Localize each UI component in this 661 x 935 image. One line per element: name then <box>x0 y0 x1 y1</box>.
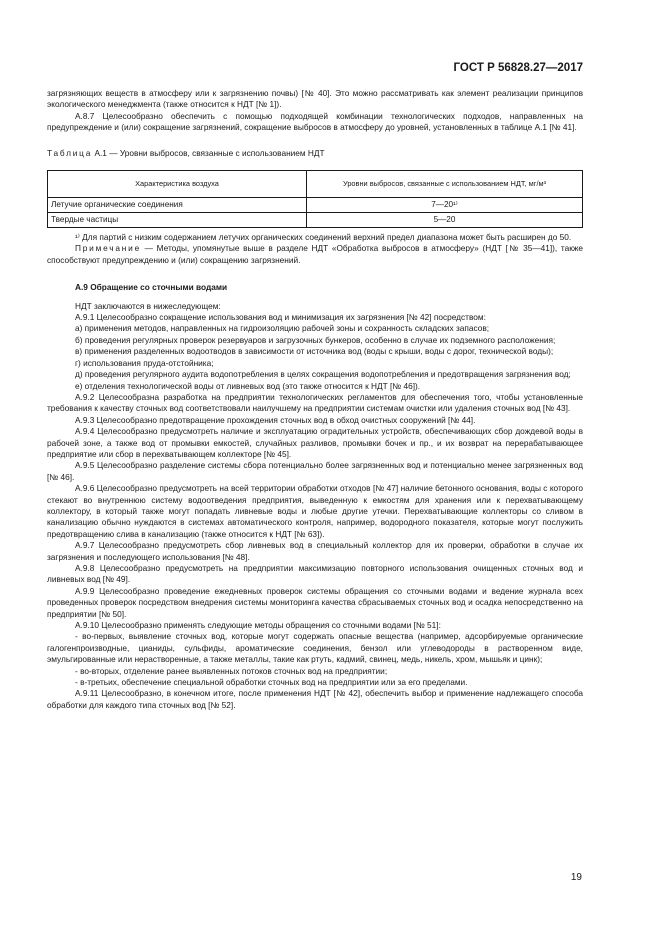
standard-header: ГОСТ Р 56828.27—2017 <box>453 62 583 74</box>
paragraph: НДТ заключаются в нижеследующем: <box>75 300 221 311</box>
note-prefix: Примечание <box>75 243 142 254</box>
paragraph: А.9.6 Целесообразно предусмотреть на всей территории обработки отходов [№ 47] наличие бетонного основания, воды с которого стекают во внутреннюю систему водоотведения предприятия, выведенную к емкостям для хранения или к перехватывающему коллектору, в который также могут попадать ливневые воды и любые другие утечки. Перехватывающие коллекторы со сливом в канализацию обычно нуждаются в системах автоматического контроля, например, водородного показателя, которые могут послужить предотвращению слива в канализацию (также относится к НДТ [№ 63]). <box>47 483 583 539</box>
paragraph: А.9.7 Целесообразно предусмотреть сбор ливневых вод в специальный коллектор для их проверки, обработки в случае их загрязнения и последующего использования [№ 48]. <box>47 540 583 562</box>
paragraph: А.8.7 Целесообразно обеспечить с помощью подходящей комбинации технологических подходов, направленных на предупреждение и (или) сокращение загрязнений, сокращение выбросов в атмосферу до уровней, установленных в таблице А.1 [№ 41]. <box>47 110 583 133</box>
table-cell: 7—20¹⁾ <box>307 198 583 213</box>
list-item: б) проведения регулярных проверок резервуаров и загрузочных бункеров, особенно в случае их подземного расположения; <box>75 334 556 345</box>
table-cell: 5—20 <box>307 213 583 228</box>
section-title: А.9 Обращение со сточными водами <box>75 282 228 293</box>
paragraph: А.9.5 Целесообразно разделение системы сбора потенциально более загрязненных вод и потенциально менее загрязненных вод [№ 46]. <box>47 460 583 482</box>
table-row <box>48 198 583 213</box>
list-item: - в-третьих, обеспечение специальной обработки сточных вод на предприятии или за его пределами. <box>75 677 468 688</box>
page-number: 19 <box>570 872 582 883</box>
table-caption-prefix: Таблица <box>47 147 93 158</box>
paragraph: А.9.9 Целесообразно проведение ежедневных проверок системы обращения со сточными водами и ведение журнала всех проведенных проверок посредством внедрения системы мониторинга качества сбрасываемых сточных вод и осадка непосредственно на предприятии [№ 50]. <box>47 585 583 619</box>
table-header-cell: Уровни выбросов, связанные с использованием НДТ, мг/м³ <box>307 171 583 198</box>
table-header-row <box>48 171 583 198</box>
list-item: д) проведения регулярного аудита водопотребления в целях сокращения водопотребления и предотвращения загрязнения вод; <box>75 369 571 380</box>
note-text: — Методы, упомянутые выше в разделе НДТ «Обработка выбросов в атмосферу» (НДТ [№ 35—41]), также способствуют предупреждению и (или) сокращению загрязнений. <box>47 243 583 265</box>
paragraph: А.9.4 Целесообразно предусмотреть наличие и эксплуатацию оградительных устройств, обеспечивающих сбор дождевой воды в рабочей зоне, а также вод от промывки емкостей, случайных разливов, промывки бочек и пр., и их возврат на перерабатывающее предприятие или сбор в перехватывающем коллекторе [№ 45]. <box>47 426 583 459</box>
paragraph: А.9.10 Целесообразно применять следующие методы обращения со сточными водами [№ 51]: <box>75 620 441 631</box>
table-row <box>48 213 583 228</box>
paragraph: А.9.11 Целесообразно, в конечном итоге, после применения НДТ [№ 42], обеспечить выбор и применение надлежащего способа обработки для каждого типа сточных вод [№ 52]. <box>47 688 583 710</box>
list-item: а) применения методов, направленных на гидроизоляцию рабочей зоны и сохранность складских запасов; <box>75 323 490 334</box>
paragraph: А.9.8 Целесообразно предусмотреть на предприятии максимизацию повторного использования очищенных сточных вод и ливневых вод [№ 49]. <box>47 563 583 585</box>
list-item: е) отделения технологической воды от ливневых вод (это также относится к НДТ [№ 46]). <box>75 380 421 391</box>
table-caption-text: А.1 — Уровни выбросов, связанные с использованием НДТ <box>94 147 325 158</box>
list-item: г) использования пруда-отстойника; <box>75 357 214 368</box>
table-cell: Летучие органические соединения <box>48 198 307 213</box>
paragraph: А.9.2 Целесообразна разработка на предприятии технологических регламентов для обеспечения того, чтобы установленные требования к качеству сточных вод соответствовали наилучшему на предприятии системам очистки или удаления сточных вод [№ 43]. <box>47 391 583 414</box>
table-note <box>47 243 583 266</box>
paragraph: А.9.1 Целесообразно сокращение использования вод и минимизация их загрязнения [№ 42] посредством: <box>75 312 486 323</box>
table-caption <box>47 148 583 159</box>
list-item: - во-вторых, отделение ранее выявленных потоков сточных вод на предприятии; <box>75 665 388 676</box>
document-body <box>47 88 583 711</box>
table-header-cell: Характеристика воздуха <box>48 171 307 198</box>
list-item: - во-первых, выявление сточных вод, которые могут содержать опасные вещества (например, адсорбируемые органические галогенпроизводные, цианиды, сульфиды, ароматические соединения, бензол или углеводороды в растворенном виде, эмульгированные или нерастворенные, а также металлы, такие как ртуть, кадмий, свинец, медь, никель, хром, мышьяк и цинк); <box>47 631 583 665</box>
list-item: в) применения разделенных водоотводов в зависимости от источника вод (воды с крыши, воды с дорог, технической воды); <box>75 346 554 357</box>
paragraph: загрязняющих веществ в атмосферу или к загрязнению почвы) [№ 40]. Это можно рассматривать как элемент реализации принципов экологического менеджмента (также относится к НДТ [№ 1]). <box>47 88 583 110</box>
paragraph: А.9.3 Целесообразно предотвращение прохождения сточных вод в обход очистных сооружений [№ 44]. <box>75 414 476 425</box>
table-footnote: ¹⁾ Для партий с низким содержанием летучих органических соединений верхний предел диапазона может быть расширен до 50. <box>75 232 572 243</box>
table-cell: Твердые частицы <box>48 213 307 228</box>
emissions-table <box>47 170 583 228</box>
